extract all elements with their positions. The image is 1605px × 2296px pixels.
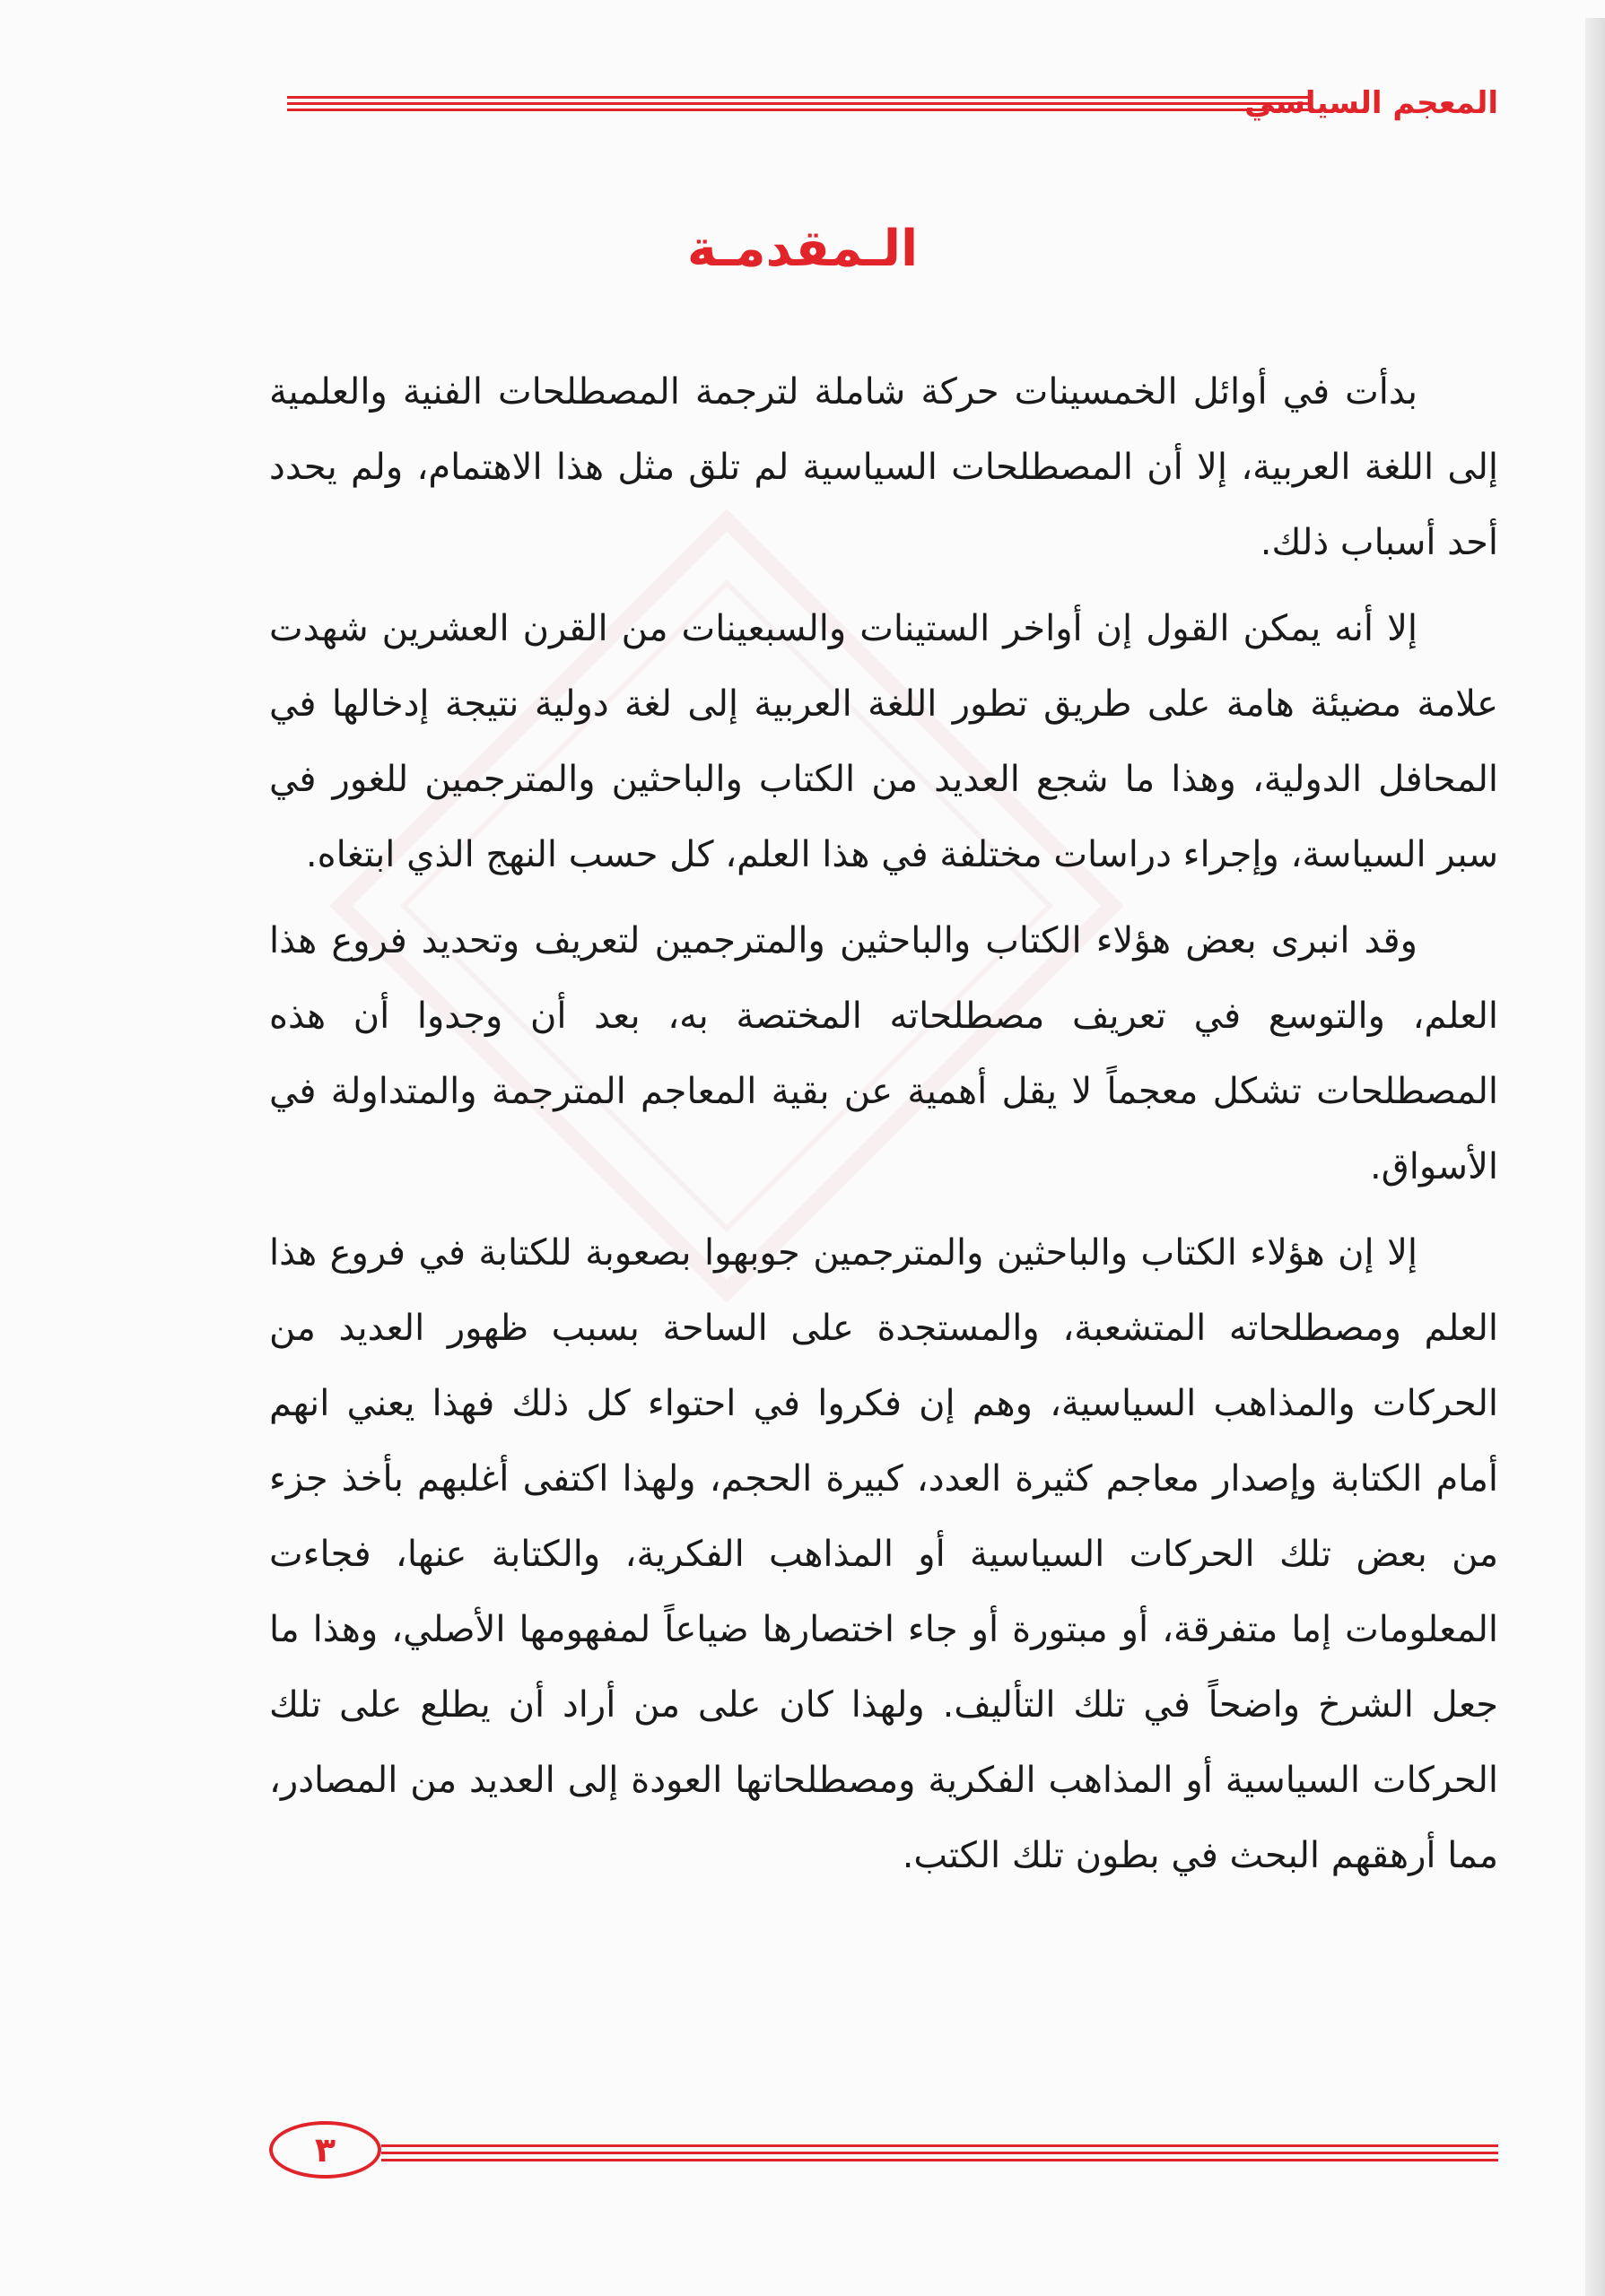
body-text [269, 354, 1498, 1904]
running-header [287, 85, 1498, 139]
footer-rule [381, 2144, 1498, 2166]
header-rule [287, 96, 1310, 115]
page-footer [269, 2121, 1498, 2184]
section-title: الـمقدمـة [686, 220, 919, 278]
paragraph: وقد انبرى بعض هؤلاء الكتاب والباحثين والمترجمين لتعريف وتحديد فروع هذا العلم، والتوسع في تعريف مصطلحاته المختصة به، بعد أن وجدوا أن هذه المصطلحات تشكل معجماً لا يقل أهمية عن بقية المعاجم المترجمة والمتداولة في الأسواق. [269, 920, 1498, 1187]
paragraph: إلا إن هؤلاء الكتاب والباحثين والمترجمين جوبهوا بصعوبة للكتابة في فروع هذا العلم ومصطلحاته المتشعبة، والمستجدة على الساحة بسبب ظهور العديد من الحركات والمذاهب السياسية، وهم إن فكروا في احتواء كل ذلك فهذا يعني انهم أمام الكتابة وإصدار معاجم كثيرة العدد، كبيرة الحجم، ولهذا اكتفى أغلبهم بأخذ جزء من بعض تلك الحركات السياسية أو المذاهب الفكرية، والكتابة عنها، فجاءت المعلومات إما متفرقة، أو مبتورة أو جاء اختصارها ضياعاً لمفهومها الأصلي، وهذا ما جعل الشرخ واضحاً في تلك التأليف. ولهذا كان على من أراد أن يطلع على تلك الحركات السياسية أو المذاهب الفكرية ومصطلحاتها العودة إلى العديد من المصادر، مما أرهقهم البحث في بطون تلك الكتب. [269, 1232, 1498, 1876]
paragraph: بدأت في أوائل الخمسينات حركة شاملة لترجمة المصطلحات الفنية والعلمية إلى اللغة العربية، إلا أن المصطلحات السياسية لم تلق مثل هذا الاهتمام، ولم يحدد أحد أسباب ذلك. [269, 371, 1498, 563]
paragraph: إلا أنه يمكن القول إن أواخر الستينات والسبعينات من القرن العشرين شهدت علامة مضيئة هامة على طريق تطور اللغة العربية إلى لغة دولية نتيجة إدخالها في المحافل الدولية، وهذا ما شجع العديد من الكتاب والباحثين والمترجمين للغور في سبر السياسة، وإجراء دراسات مختلفة في هذا العلم، كل حسب النهج الذي ابتغاه. [269, 608, 1498, 875]
book-title: المعجم السياسي [1244, 85, 1498, 121]
page-edge-shadow [1585, 18, 1605, 2296]
page-number: ٣ [269, 2121, 381, 2179]
